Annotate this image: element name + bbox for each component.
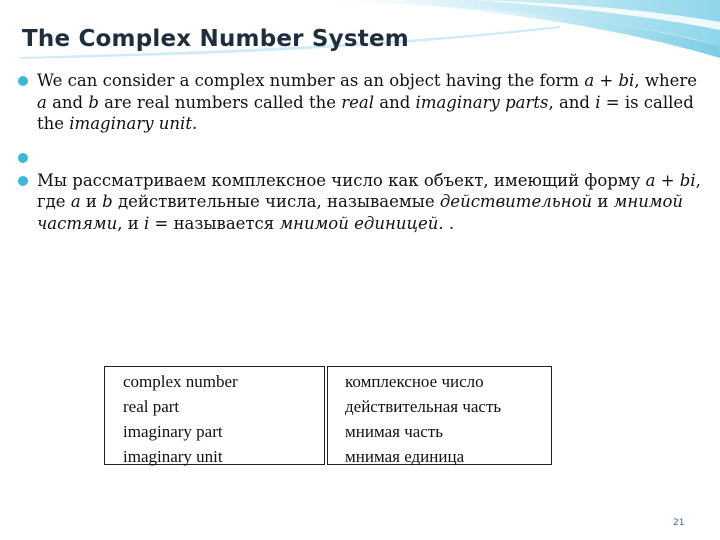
text-italic: мнимой единицей xyxy=(279,213,439,233)
text-italic: imaginary parts xyxy=(415,92,549,112)
term-ru: действительная часть xyxy=(345,397,502,416)
text: и xyxy=(80,192,103,211)
text: , and xyxy=(548,92,596,112)
text: . xyxy=(191,114,198,133)
text: , где xyxy=(37,170,701,211)
text-italic: a + bi xyxy=(645,170,696,190)
text: , where xyxy=(634,71,697,90)
text-italic: a xyxy=(37,92,47,112)
text: We can consider a complex number as an object having the form xyxy=(37,71,585,90)
bullet-empty xyxy=(18,147,708,161)
text-italic: a + bi xyxy=(584,71,635,90)
text-italic: b xyxy=(102,192,113,211)
bullet-dot-icon xyxy=(18,76,28,86)
text: . . xyxy=(438,213,455,233)
text: , и xyxy=(117,213,144,233)
text: = называется xyxy=(149,213,280,233)
text-italic: a xyxy=(70,192,81,211)
text: and xyxy=(374,92,416,112)
text-italic: i xyxy=(595,92,601,112)
term-en: real part xyxy=(123,397,180,416)
term-en: imaginary unit xyxy=(123,447,223,466)
terms-table xyxy=(104,366,552,465)
bullet-dot-icon xyxy=(18,153,28,163)
terms-russian-column xyxy=(327,366,552,465)
text-italic: imaginary unit xyxy=(69,114,192,133)
bullet-list xyxy=(18,70,708,234)
text: and xyxy=(46,92,89,112)
term-en: imaginary part xyxy=(123,422,223,441)
text: действительные числа, называемые xyxy=(112,192,440,211)
text: и xyxy=(592,192,614,211)
term-en: complex number xyxy=(123,372,238,391)
text: = is called the xyxy=(37,92,694,133)
term-ru: комплексное число xyxy=(345,372,484,391)
terms-english-column xyxy=(104,366,325,465)
slide-title: The Complex Number System xyxy=(22,26,409,52)
text: Мы рассматриваем комплексное число как объект, имеющий форму xyxy=(37,170,646,190)
term-ru: мнимая единица xyxy=(345,447,465,466)
text-italic: действительной xyxy=(439,192,593,211)
text-italic: i xyxy=(143,213,150,233)
term-ru: мнимая часть xyxy=(345,422,444,441)
text-italic: мнимой частями xyxy=(37,192,684,233)
text-italic: real xyxy=(341,92,375,112)
bullet-english-definition xyxy=(18,70,708,135)
bullet-dot-icon xyxy=(18,176,28,186)
page-number: 21 xyxy=(673,518,685,528)
text-italic: b xyxy=(88,92,99,112)
text: are real numbers called the xyxy=(98,92,342,112)
bullet-russian-definition xyxy=(18,170,708,235)
